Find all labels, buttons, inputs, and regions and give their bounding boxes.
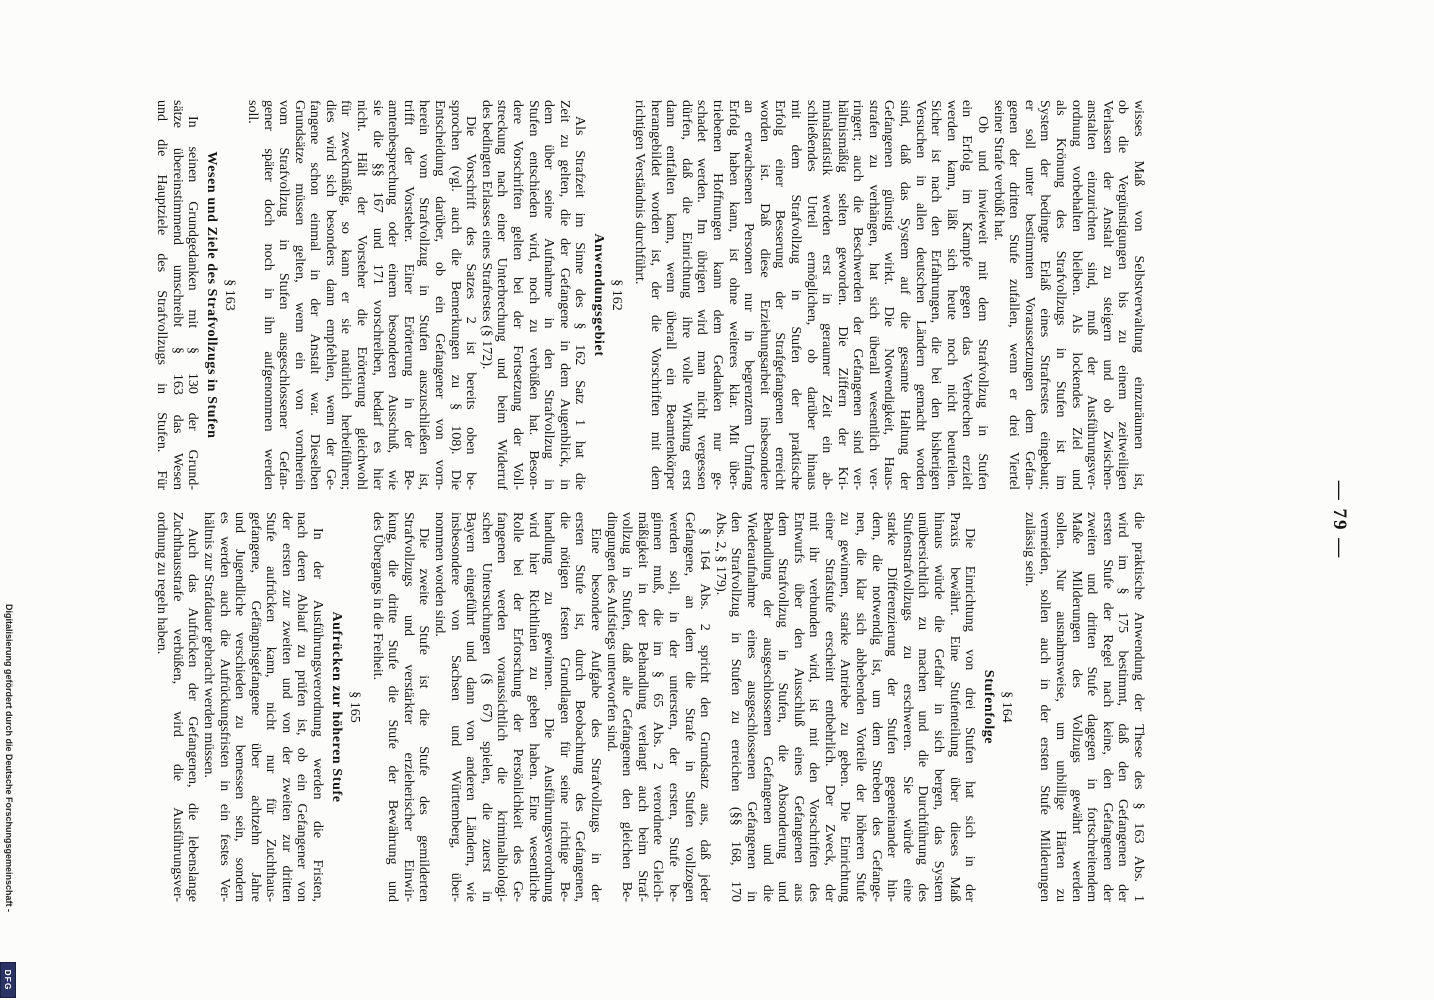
text-line: nen, die klar sich abhebenden Vorteile der höheren Stufe bbox=[853, 512, 869, 902]
text-line: sollen. Nur ausnahmsweise, um unbillige Härten zu bbox=[1053, 512, 1069, 902]
section bbox=[1021, 512, 1146, 902]
text-line: schadet werden. Im übrigen wird man nicht vergessen bbox=[694, 100, 710, 490]
text-line: vom Strafvollzug in Stufen ausgeschlossener Gefan- bbox=[276, 100, 292, 490]
dfg-logo: DFG bbox=[0, 962, 16, 998]
text-line: § 164 Abs. 2 spricht den Grundsatz aus, daß jeder bbox=[697, 528, 713, 902]
text-line: vollzug in Stufen, daß alle Gefangenen den gleichen Be- bbox=[619, 512, 635, 902]
text-line: Praxis bewährt. Eine Stufenteilung über dieses Maß bbox=[946, 512, 962, 902]
text-line: kung, die dritte Stufe die Stufe der Bewährung und bbox=[385, 512, 401, 902]
text-line: dem über seine Aufnahme in den Strafvollzug in bbox=[541, 100, 557, 490]
text-line: fangenen werden voraussichtlich die kriminalbiologi- bbox=[494, 512, 510, 902]
text-line: herangebildet worden ist, der die Vorschriften mit dem bbox=[647, 100, 663, 490]
text-line: minalstatistik werden erst in geraumer Zeit ein ab- bbox=[819, 100, 835, 490]
left-column bbox=[154, 100, 1146, 490]
text-line: Stufen entschieden wird, noch zu verbüßen hat. Beson- bbox=[525, 100, 541, 490]
text-line: Stufe aufrücken kann, nicht nur für Zuchthaus- bbox=[263, 512, 279, 902]
text-line: Gefangenen günstig wirkt. Die Notwendigkeit, Haus- bbox=[881, 100, 897, 490]
page-number: — 79 — bbox=[1329, 480, 1350, 560]
text-line: Grundsätze müssen gelten, wenn ein von vornherein bbox=[291, 100, 307, 490]
section bbox=[244, 100, 631, 490]
text-line: worden ist. Daß diese Erziehungsarbeit insbesondere bbox=[756, 100, 772, 490]
text-line: dern, die notwendig ist, um dem Streben des Gefange- bbox=[868, 512, 884, 902]
section-heading bbox=[325, 512, 369, 902]
section-number: § 164 bbox=[999, 691, 1015, 723]
text-line: ersten Stufe der Regel nach keine, den Gefangenen der bbox=[1099, 512, 1115, 902]
text-line: In seinen Grundgedanken mit § 130 der Grund- bbox=[185, 116, 201, 490]
text-line: Wiederaufnahme eines ausgeschlossenen Gefangenen in bbox=[743, 512, 759, 902]
text-line: schließendes Urteil ermöglichen, ob darüber hinaus bbox=[803, 100, 819, 490]
text-line: ob die Vergünstigungen bis zu einem zeitweiligen bbox=[1115, 100, 1131, 490]
text-line: insbesondere von Sachsen und Württemberg, über- bbox=[447, 512, 463, 902]
text-line: Eine besondere Aufgabe des Strafvollzugs in der bbox=[588, 528, 603, 902]
paragraph bbox=[712, 512, 977, 902]
text-line: schen Untersuchungen (§ 67) spielen, die zuerst in bbox=[478, 512, 494, 902]
text-line: und Jugendliche verschieden zu bemessen sein, sondern bbox=[232, 512, 248, 902]
text-line: mäßigkeit in der Behandlung verlangt auch beim Straf- bbox=[634, 512, 650, 902]
text-line: amtenbesprechung oder einem besonderen Ausschuß, wie bbox=[385, 100, 401, 490]
text-line: soll. bbox=[244, 100, 260, 124]
text-line: ordnung vorbehalten bleiben. Als lockendes Ziel und bbox=[1068, 100, 1084, 490]
text-line: streckung nach einer Unterbrechung und beim Widerruf bbox=[494, 100, 510, 490]
text-line: als Krönung des Strafvollzugs in Stufen ist im bbox=[1053, 100, 1069, 490]
section bbox=[154, 512, 370, 902]
section-heading bbox=[977, 512, 1021, 902]
text-line: Ob und inwieweit mit dem Strafvollzug in Stufen bbox=[975, 116, 991, 490]
section-title: Stufenfolge bbox=[981, 669, 997, 745]
text-line: werden soll, in der untersten, der ersten, Stufe be- bbox=[665, 512, 681, 902]
paragraph bbox=[478, 100, 587, 490]
right-column bbox=[154, 512, 1146, 902]
text-line: trifft der Vorsteher. Einer Erörterung in der Be- bbox=[400, 100, 416, 490]
text-line: Sicher ist nach den Erfahrungen, die bei den bisherigen bbox=[928, 100, 944, 490]
text-line: mit ihr verbunden wird, ist mit den Vorschriften des bbox=[806, 512, 822, 902]
text-line: ersten Stufe ist, durch Beobachtung des Gefangenen, bbox=[572, 512, 588, 902]
text-line: den Strafvollzug in Stufen zu erreichen (§§ 168, 170 bbox=[728, 512, 744, 902]
paragraph bbox=[631, 100, 990, 490]
text-line: Stufenstrafvollzugs zu erschweren. Sie würde eine bbox=[899, 512, 915, 902]
text-line: Gefangene, an dem die Strafe in Stufen vollzogen bbox=[681, 512, 697, 902]
text-line: mit dem Strafvollzug in Stufen der praktische bbox=[787, 100, 803, 490]
section bbox=[631, 100, 1146, 490]
section-number: § 162 bbox=[609, 279, 625, 311]
paragraph bbox=[244, 100, 478, 490]
text-line: dere Vorschriften gelten bei der Fortsetzung der Voll- bbox=[510, 100, 526, 490]
section-title: Aufrücken zur höheren Stufe bbox=[329, 611, 345, 803]
text-line: einer Strafstufe erscheint entbehrlich. Der Zweck, der bbox=[821, 512, 837, 902]
text-line: strafen zu verhängen, hat sich überall wesentlich ver- bbox=[865, 100, 881, 490]
text-line: unübersichtlich zu machen und die Durchführung des bbox=[915, 512, 931, 902]
text-line: starke Differenzierung der Stufen gegeneinander hin- bbox=[884, 512, 900, 902]
text-line: ringert; auch die Beschwerden der Gefangenen sind ver- bbox=[850, 100, 866, 490]
text-line: des bedingten Erlasses eines Strafrestes (§ 172). bbox=[478, 100, 494, 370]
text-line: an erwachsenen Personen nur in begrenztem Umfang bbox=[741, 100, 757, 490]
section bbox=[369, 512, 1021, 902]
text-line: Entscheidung darüber, ob ein Gefangener von vorn- bbox=[432, 100, 448, 490]
text-line: dann entfalten kann, wenn überall ein Beamtenkörper bbox=[663, 100, 679, 490]
text-line: ginnen muß, die im § 65 Abs. 2 verordnete Gleich- bbox=[650, 512, 666, 902]
text-line: In der Ausführungsverordnung werden die Fristen, bbox=[310, 528, 326, 902]
text-line: Zeit zu gelten, die der Gefangene in dem Augenblick, in bbox=[556, 100, 572, 490]
paragraph bbox=[154, 100, 201, 490]
section-title: Anwendungsgebiet bbox=[591, 233, 607, 357]
text-line: gefangene, Gefängnisgefangene über achtzehn Jahre bbox=[247, 512, 263, 902]
text-line: sie die §§ 167 und 171 vorschreiben, bedarf es hier bbox=[369, 100, 385, 490]
paragraph bbox=[200, 512, 325, 902]
section-number: § 163 bbox=[222, 279, 238, 311]
text-line: Entwurfs über den Ausschluß eines Gefangenen aus bbox=[790, 512, 806, 902]
text-line: Bayern eingeführt und dann von anderen Ländern, wie bbox=[463, 512, 479, 902]
paragraph bbox=[154, 512, 201, 902]
section-heading bbox=[200, 100, 244, 490]
text-line: vermeiden, sollen auch in der ersten Stufe Milderungen bbox=[1037, 512, 1053, 902]
text-line: werden kann, läßt sich heute noch nicht beurteilen. bbox=[943, 100, 959, 490]
text-line: er soll unter bestimmten Voraussetzungen dem Gefan- bbox=[1021, 100, 1037, 490]
text-line: sätze übereinstimmend umschreibt § 163 das Wesen bbox=[169, 100, 185, 490]
text-line: des Übergangs in die Freiheit. bbox=[369, 512, 385, 681]
text-line: die nötigen festen Grundlagen für seine richtige Be- bbox=[556, 512, 572, 902]
text-line: Die Einrichtung von drei Stufen hat sich in der bbox=[962, 528, 978, 902]
section-heading bbox=[587, 100, 631, 490]
text-line: Behandlung der ausgeschlossenen Gefangenen und die bbox=[759, 512, 775, 902]
text-line: System der bedingte Erlaß eines Strafrestes eingebaut; bbox=[1037, 100, 1053, 490]
text-line: zulässig sein. bbox=[1021, 512, 1037, 587]
text-line: ein Erfolg im Kampfe gegen das Verbrechen erzielt bbox=[959, 100, 975, 490]
text-line: herein vom Strafvollzug in Stufen auszuschließen ist, bbox=[416, 100, 432, 490]
text-line: richtigen Verständnis durchführt. bbox=[632, 100, 647, 285]
text-line: und die Hauptziele des Strafvollzugs in Stufen. Für bbox=[154, 100, 170, 490]
paragraph bbox=[603, 512, 712, 902]
text-line: ordnung zu regeln haben. bbox=[154, 512, 170, 655]
paragraph bbox=[369, 512, 431, 902]
text-line: Verlassen der Anstalt zu steigern und ob Zwischen- bbox=[1099, 100, 1115, 490]
text-line: Erfolg einer Besserung der Strafgefangenen erreicht bbox=[772, 100, 788, 490]
text-line: sprochen (vgl. auch die Bemerkungen zu § 108). Die bbox=[447, 100, 463, 490]
text-line: genen der dritten Stufe zufallen, wenn er drei Viertel bbox=[1006, 100, 1022, 490]
text-line: Zuchthausstrafe verbüßen, wird die Ausführungsver- bbox=[169, 512, 185, 902]
section bbox=[154, 100, 245, 490]
paragraph bbox=[990, 100, 1146, 490]
text-line: dies wird sich besonders dann empfehlen, wenn der Ge- bbox=[322, 100, 338, 490]
section-title: Wesen und Ziele des Strafvollzugs in Stufen bbox=[204, 151, 220, 439]
text-line: hältnismäßig selten geworden. Die Ziffern der Kri- bbox=[834, 100, 850, 490]
text-line: für zweckmäßig, so kann er sie natürlich herbeiführen; bbox=[338, 100, 354, 490]
text-line: wird im § 175 bestimmt, daß den Gefangenen der bbox=[1115, 512, 1131, 902]
text-line: Maße Milderungen des Vollzugs gewährt werden bbox=[1068, 512, 1084, 902]
text-line: dürfen, daß die Einrichtung ihre volle Wirkung erst bbox=[678, 100, 694, 490]
text-line: handlung zu gewinnen. Die Ausführungsverordnung bbox=[541, 512, 557, 902]
text-line: es werden auch die Aufrückungsfristen in ein festes Ver- bbox=[216, 512, 232, 902]
text-line: zweiten und dritten Stufe dagegen in fortschreitendem bbox=[1084, 512, 1100, 902]
text-line: Abs. 2, § 179). bbox=[712, 512, 728, 596]
text-line: Als Strafzeit im Sinne des § 162 Satz 1 hat die bbox=[572, 116, 588, 490]
text-line: hinaus würde die Gefahr in sich bergen, das System bbox=[931, 512, 947, 902]
text-line: triebenen Hoffnungen kann dem Gedanken nur ge- bbox=[709, 100, 725, 490]
text-line: Rolle bei der Erforschung der Persönlichkeit des Ge- bbox=[510, 512, 526, 902]
text-line: Erfolg haben kann, ist ohne weiteres klar. Mit über- bbox=[725, 100, 741, 490]
text-line: der ersten zur zweiten und von der zweiten zur dritten bbox=[278, 512, 294, 902]
text-line: Die zweite Stufe ist die Stufe des gemilderten bbox=[416, 528, 432, 902]
text-line: gener später doch noch in ihn aufgenommen werden bbox=[260, 100, 276, 490]
text-line: dingungen des Aufstiegs unterworfen sind. bbox=[603, 512, 619, 752]
paragraph bbox=[431, 512, 603, 902]
text-line: Strafvollzugs und verstärkter erzieherischer Einwir- bbox=[400, 512, 416, 902]
paragraph bbox=[1021, 512, 1146, 902]
text-line: wird hier Richtlinien zu geben haben. Eine wesentliche bbox=[525, 512, 541, 902]
text-line: nicht. Hält der Vorsteher die Erörterung gleichwohl bbox=[354, 100, 370, 490]
text-line: Versuchen in allen deutschen Ländern gemacht worden bbox=[912, 100, 928, 490]
text-line: anstalten einzurichten sind, muß der Ausführungsver- bbox=[1084, 100, 1100, 490]
text-line: wisses Maß von Selbstverwaltung einzuräumen ist, bbox=[1131, 100, 1146, 490]
text-line: nommen worden sind. bbox=[432, 512, 448, 637]
text-line: die praktische Anwendung der These des § 163 Abs. 1 bbox=[1131, 512, 1146, 902]
text-line: Auch das Aufrücken der Gefangenen, die lebenslange bbox=[185, 528, 201, 902]
digitization-credit: Digitalisierung gefördert durch die Deutsche Forschungsgemeinschaft - bbox=[4, 604, 14, 913]
section-number: § 165 bbox=[347, 691, 363, 723]
text-line: seiner Strafe verbüßt hat. bbox=[990, 100, 1006, 241]
text-line: dem Strafvollzug in Stufen, die Absonderung und bbox=[775, 512, 791, 902]
text-line: sind, daß das System auf die gesamte Haltung der bbox=[897, 100, 913, 490]
text-line: Die Vorschrift des Satzes 2 ist bereits oben be- bbox=[463, 116, 479, 490]
text-line: hältnis zur Strafdauer gebracht werden müssen. bbox=[200, 512, 216, 778]
text-line: nach deren Ablauf zu prüfen ist, ob ein Gefangener von bbox=[294, 512, 310, 902]
text-line: zu gewinnen, starke Antriebe zu geben. Die Einrichtung bbox=[837, 512, 853, 902]
text-line: fangene schon einmal in der Anstalt war. Dieselben bbox=[307, 100, 323, 490]
